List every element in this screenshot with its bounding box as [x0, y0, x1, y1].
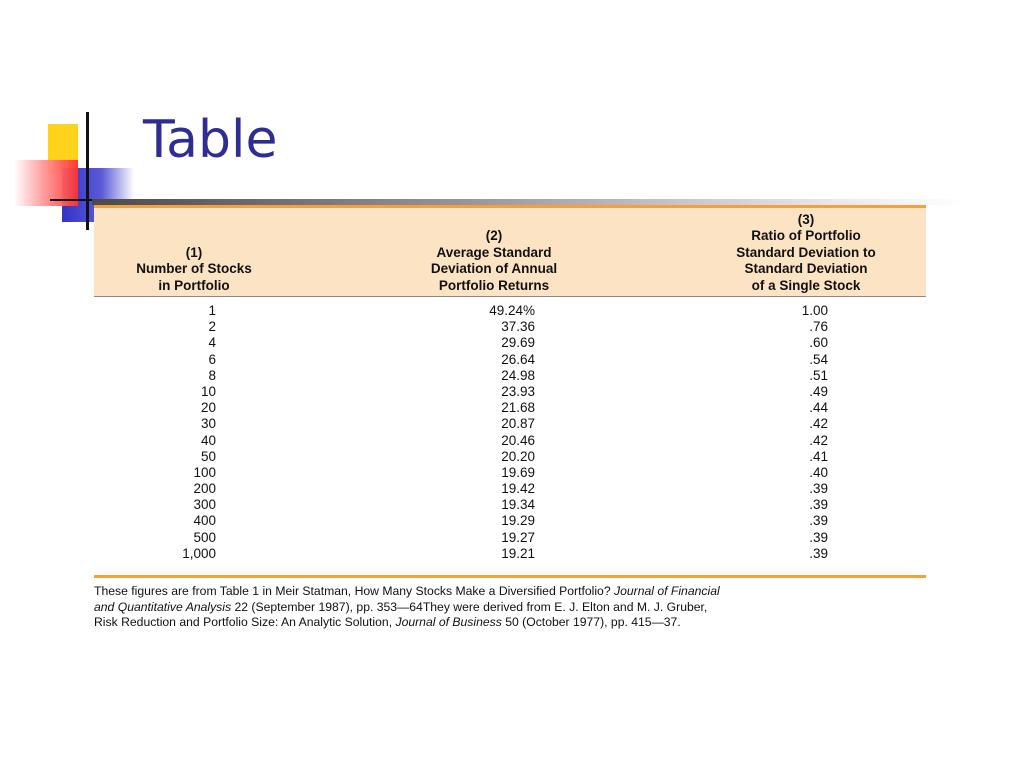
table-cell: 20 — [200, 400, 216, 416]
table-cell: .60 — [809, 335, 828, 351]
table-cell: 19.21 — [501, 545, 535, 561]
table-row — [94, 497, 926, 513]
footnote-line — [94, 584, 934, 600]
table-body — [94, 303, 926, 562]
table-cell: 100 — [193, 464, 216, 480]
table-row — [94, 303, 926, 319]
table-cell: .42 — [809, 416, 828, 432]
table-cell: .39 — [809, 545, 828, 561]
table-row — [94, 433, 926, 449]
header-col-1 — [94, 245, 294, 295]
data-table — [94, 205, 926, 562]
table-cell: 4 — [208, 335, 216, 351]
footnote-text: Risk Reduction and Portfolio Size: An Analytic Solution, — [94, 615, 396, 630]
table-cell: 500 — [193, 529, 216, 545]
table-row — [94, 368, 926, 384]
table-row — [94, 513, 926, 529]
table-cell: 50 — [200, 448, 216, 464]
footnote-journal: and Quantitative Analysis — [94, 599, 232, 614]
table-cell: .40 — [809, 464, 828, 480]
table-cell: .54 — [809, 351, 828, 367]
table-row — [94, 481, 926, 497]
header-line: Ratio of Portfolio — [751, 228, 861, 243]
table-row — [94, 465, 926, 481]
header-line: Standard Deviation to — [736, 244, 876, 260]
footnote-text: These figures are from Table 1 in Meir Statman, How Many Stocks Make a Diversified Portfolio? — [94, 584, 614, 598]
table-cell: 400 — [193, 513, 216, 529]
table-row — [94, 416, 926, 432]
table-cell: 20.87 — [501, 416, 535, 432]
header-col-2 — [394, 228, 594, 294]
table-row — [94, 335, 926, 351]
header-line: (2) — [485, 228, 503, 243]
table-row — [94, 384, 926, 400]
table-row — [94, 319, 926, 335]
table-cell: 24.98 — [501, 367, 535, 383]
header-line: (3) — [797, 211, 815, 227]
table-cell: 19.34 — [501, 497, 535, 513]
header-line: Number of Stocks — [136, 261, 252, 276]
header-line: Deviation of Annual — [430, 261, 558, 276]
table-cell: 300 — [193, 497, 216, 513]
table-cell: .44 — [809, 400, 828, 416]
table-cell: 20.20 — [501, 448, 535, 464]
table-cell: 200 — [193, 481, 216, 497]
table-cell: 40 — [200, 432, 216, 448]
table-cell: .76 — [809, 319, 828, 335]
footnote-line — [94, 615, 934, 631]
table-cell: 49.24% — [489, 303, 535, 318]
table-cell: 19.29 — [501, 513, 535, 529]
table-row — [94, 449, 926, 465]
header-line: Standard Deviation — [744, 261, 868, 276]
table-cell: 1 — [208, 303, 216, 318]
table-cell: 10 — [200, 383, 216, 399]
table-cell: 19.69 — [501, 464, 535, 480]
header-line: of a Single Stock — [751, 277, 861, 293]
footnote-text: 50 (October 1977), pp. 415—37. — [501, 615, 681, 630]
header-line: Average Standard — [436, 244, 552, 260]
table-row — [94, 352, 926, 368]
table-cell: 8 — [208, 367, 216, 383]
table-cell: .39 — [809, 529, 828, 545]
slide-title: Table — [143, 110, 278, 170]
table-cell: .49 — [809, 383, 828, 399]
table-cell: 1,000 — [182, 545, 216, 561]
footnote-journal: Journal of Business — [395, 615, 502, 630]
logo-vertical-line — [86, 112, 89, 230]
table-cell: .42 — [809, 432, 828, 448]
header-line: in Portfolio — [158, 277, 230, 293]
table-cell: .39 — [809, 513, 828, 529]
table-bottom-rule — [94, 575, 926, 578]
table-cell: .51 — [809, 367, 828, 383]
table-cell: 2 — [208, 319, 216, 335]
table-cell: 20.46 — [501, 432, 535, 448]
table-cell: 21.68 — [501, 400, 535, 416]
table-cell: .39 — [809, 497, 828, 513]
table-cell: 37.36 — [501, 319, 535, 335]
footnote-line — [94, 600, 934, 616]
table-cell: 30 — [200, 416, 216, 432]
table-cell: 23.93 — [501, 383, 535, 399]
header-line: Portfolio Returns — [438, 277, 550, 293]
table-cell: 6 — [208, 351, 216, 367]
header-line: (1) — [185, 244, 203, 260]
table-row — [94, 546, 926, 562]
table-cell: 26.64 — [501, 351, 535, 367]
table-header — [94, 208, 926, 297]
table-cell: 1.00 — [801, 303, 828, 318]
table-row — [94, 530, 926, 546]
table-footnote — [94, 584, 934, 631]
table-cell: 19.27 — [501, 529, 535, 545]
header-col-3 — [706, 212, 906, 295]
table-cell: 19.42 — [501, 481, 535, 497]
table-cell: .39 — [809, 481, 828, 497]
table-row — [94, 400, 926, 416]
table-cell: .41 — [809, 448, 828, 464]
footnote-journal: Journal of Financial — [614, 584, 720, 598]
footnote-text: 22 (September 1987), pp. 353—64They were derived from E. J. Elton and M. J. Gruber, — [231, 599, 708, 614]
table-cell: 29.69 — [501, 335, 535, 351]
